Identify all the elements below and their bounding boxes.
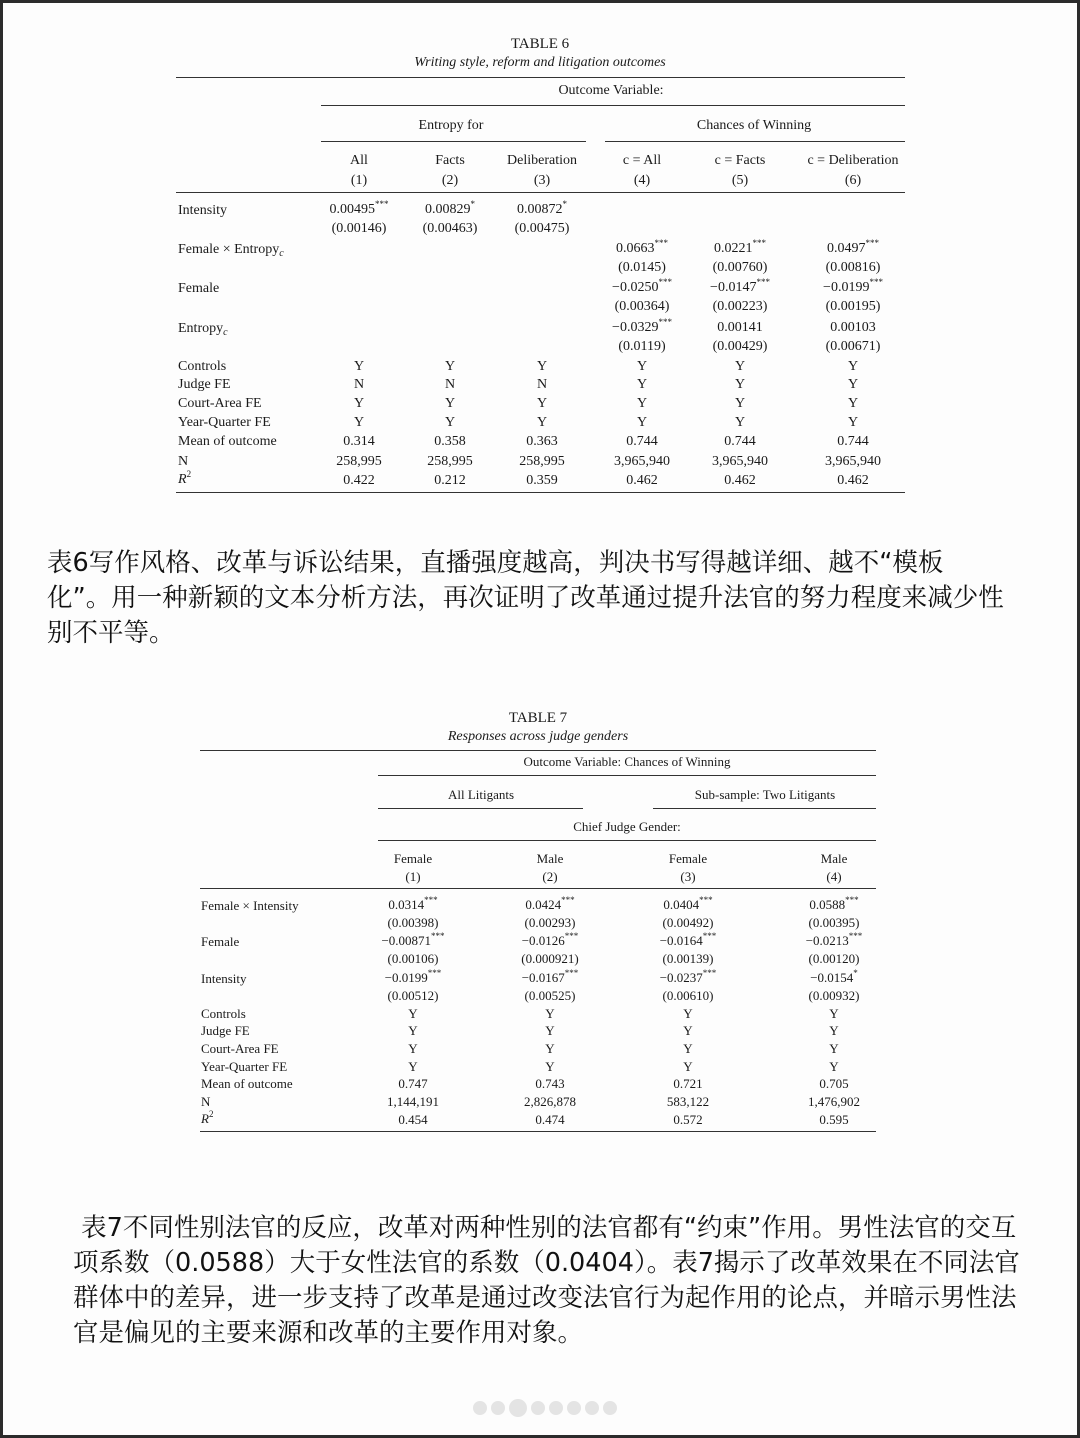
column-header-name-text: All: [350, 153, 368, 168]
stat-value: Y: [847, 396, 859, 411]
column-header-name-text: Female: [668, 851, 708, 866]
stat-value: Y: [536, 359, 548, 374]
std-error-value: (0.00512): [387, 988, 439, 1003]
significance-stars: ***: [756, 277, 770, 287]
coefficient-cell: [663, 895, 713, 912]
page: [3, 3, 1077, 1435]
stat-row-label: [201, 1042, 279, 1055]
column-header-number-text: (6): [844, 173, 862, 188]
coefficient-value: −0.0329: [612, 320, 659, 335]
r-squared-value: 0.422: [343, 473, 375, 488]
column-header-name-text: c = Facts: [714, 153, 766, 168]
r-squared-value: 0.462: [724, 473, 756, 488]
stat-cell: [545, 1007, 554, 1020]
stat-value: Y: [444, 359, 456, 374]
table-7-outcome-label: Outcome Variable: Chances of Winning: [523, 754, 731, 769]
column-header-number-text: (5): [731, 173, 749, 188]
significance-stars: ***: [564, 968, 579, 978]
stat-value: Y: [829, 1023, 839, 1038]
significance-stars: *: [562, 199, 567, 209]
coefficient-value: −0.0167: [521, 970, 565, 985]
stat-cell: [387, 1095, 439, 1108]
page-dot: [585, 1401, 599, 1415]
coefficient-value: −0.0237: [659, 970, 703, 985]
std-error-cell: [388, 916, 439, 929]
coefficient-value: 0.00872: [517, 202, 563, 217]
std-error-value: (0.000921): [521, 951, 579, 966]
std-error-cell: [388, 989, 439, 1002]
stat-row-label: [201, 1077, 293, 1090]
table-7-outcome-rule: [378, 775, 876, 776]
r-squared-superscript: 2: [208, 1109, 214, 1119]
stat-value: Y: [734, 396, 746, 411]
r-squared-superscript: 2: [186, 469, 192, 479]
significance-stars: ***: [752, 238, 766, 248]
page-dot: [509, 1399, 527, 1417]
stat-value: Y: [734, 359, 746, 374]
stat-value: Y: [683, 1006, 693, 1021]
stat-value: 0.747: [398, 1076, 428, 1091]
column-header-number-text: (2): [441, 173, 459, 188]
stat-value: Y: [683, 1059, 693, 1074]
page-dot: [549, 1401, 563, 1415]
std-error-cell: [525, 916, 576, 929]
coefficient-value: 0.00495: [329, 202, 375, 217]
column-header-number-text: (4): [826, 869, 842, 884]
table-6-title: TABLE 6: [510, 36, 570, 52]
column-header-number-text: (3): [533, 173, 551, 188]
stat-value: Y: [444, 396, 456, 411]
table-6-group-winning: Chances of Winning: [696, 118, 812, 133]
stat-value: Y: [636, 359, 648, 374]
stat-cell: [819, 1077, 848, 1090]
stat-cell: [683, 1007, 692, 1020]
column-header-number: [826, 870, 841, 883]
stat-cell: [408, 1060, 417, 1073]
page-dot: [531, 1401, 545, 1415]
coefficient-cell: [809, 895, 859, 912]
stat-cell: [829, 1024, 838, 1037]
std-error-value: (0.00120): [808, 951, 860, 966]
stat-value: Y: [636, 396, 648, 411]
row-label-text: Entropy: [178, 321, 224, 336]
stat-row-label-text: Year-Quarter FE: [201, 1059, 288, 1074]
stat-row-label-text: Controls: [178, 359, 227, 374]
r-squared-value: 0.359: [526, 473, 558, 488]
stat-cell: [545, 1060, 554, 1073]
significance-stars: ***: [431, 931, 445, 941]
std-error-value: (0.0119): [618, 339, 666, 354]
stat-value: 0.743: [535, 1076, 565, 1091]
column-header-name-text: c = Deliberation: [807, 153, 899, 168]
stat-value: Y: [847, 415, 859, 430]
std-error-cell: [809, 989, 860, 1002]
paragraph-2: 表7不同性别法官的反应，改革对两种性别的法官都有“约束”作用。男性法官的交互项系数（0.0588）大于女性法官的系数（0.0404）。表7揭示了改革效果在不同法官群体中的差异，进一步支持了改革是通过改变法官行为起作用的论点，并暗示男性法官是偏见的主要来源和改革的主要作用对象。: [73, 1213, 1020, 1348]
std-error-value: (0.00525): [524, 988, 576, 1003]
stat-value: N: [536, 377, 548, 392]
stat-cell: [683, 1060, 692, 1073]
std-error-value: (0.00195): [825, 299, 881, 314]
page-dot: [473, 1401, 487, 1415]
std-error-cell: [388, 952, 439, 965]
std-error-cell: [525, 989, 576, 1002]
significance-stars: ***: [375, 199, 389, 209]
std-error-value: (0.00463): [422, 221, 478, 236]
stat-value: Y: [408, 1006, 418, 1021]
coefficient-cell: [381, 931, 445, 948]
stat-cell: [829, 1042, 838, 1055]
coefficient-cell: [521, 968, 579, 985]
table-7-group2-rule: [653, 808, 876, 809]
stat-value: 1,476,902: [808, 1094, 860, 1109]
std-error-value: (0.0145): [618, 260, 666, 275]
stat-value: Y: [536, 415, 548, 430]
std-error-value: (0.00293): [524, 915, 576, 930]
stat-cell: [683, 1042, 692, 1055]
stat-value: Y: [545, 1041, 555, 1056]
table-7-header-rule: [200, 888, 876, 889]
significance-stars: ***: [564, 931, 579, 941]
row-label-text: Female × Intensity: [201, 898, 299, 913]
stat-value: 3,965,940: [614, 454, 670, 469]
std-error-value: (0.00671): [825, 339, 881, 354]
std-error-value: (0.00429): [712, 339, 768, 354]
coefficient-value: −0.0154: [810, 970, 854, 985]
coefficient-value: −0.0199: [823, 280, 870, 295]
row-label-text: Female: [178, 281, 220, 296]
coefficient-cell: [525, 895, 575, 912]
stat-value: Y: [683, 1041, 693, 1056]
stat-value: Y: [636, 377, 648, 392]
stat-cell: [673, 1077, 702, 1090]
significance-stars: ***: [658, 317, 672, 327]
stat-value: 3,965,940: [712, 454, 768, 469]
column-header-name-text: c = All: [622, 153, 662, 168]
stat-value: 0.705: [819, 1076, 849, 1091]
stat-value: 0.721: [673, 1076, 703, 1091]
column-header-name: [821, 852, 848, 865]
stat-value: 258,995: [427, 454, 473, 469]
table-7-chief-rule: [378, 840, 876, 841]
stat-value: Y: [545, 1023, 555, 1038]
significance-stars: *: [853, 968, 858, 978]
std-error-value: (0.00398): [387, 915, 439, 930]
stat-value: Y: [734, 377, 746, 392]
stat-value: 583,122: [666, 1094, 710, 1109]
table-7-bottom-rule: [200, 1131, 876, 1132]
stat-value: Y: [829, 1006, 839, 1021]
page-indicator: [473, 1401, 617, 1417]
table-7-chief-label: Chief Judge Gender:: [573, 819, 681, 834]
table-7-subtitle: Responses across judge genders: [447, 729, 629, 744]
std-error-cell: [809, 952, 860, 965]
std-error-value: (0.00475): [514, 221, 570, 236]
column-header-name-text: Male: [820, 851, 848, 866]
coefficient-value: −0.0250: [612, 280, 659, 295]
r-squared-letter: R: [178, 472, 187, 487]
row-label-text: Female: [201, 934, 240, 949]
std-error-cell: [663, 952, 714, 965]
row-label: [201, 899, 299, 912]
coefficient-value: 0.00141: [717, 320, 763, 335]
stat-cell: [829, 1060, 838, 1073]
column-header-name-text: Facts: [435, 153, 465, 168]
std-error-value: (0.00492): [662, 915, 714, 930]
row-label-text: Intensity: [201, 971, 247, 986]
stat-cell: [398, 1077, 427, 1090]
row-label-text: Intensity: [178, 203, 227, 218]
table-6-outcome-label: Outcome Variable:: [558, 83, 664, 98]
coefficient-value: 0.00103: [830, 320, 876, 335]
coefficient-value: −0.0199: [384, 970, 428, 985]
r-squared-cell: [398, 1113, 427, 1126]
coefficient-value: 0.0404: [663, 897, 700, 912]
coefficient-value: 0.0663: [616, 241, 655, 256]
stat-value: 2,826,878: [524, 1094, 576, 1109]
stat-value: Y: [636, 415, 648, 430]
r-squared-value: 0.595: [819, 1112, 849, 1127]
stat-value: 0.744: [837, 434, 869, 449]
row-label: [201, 972, 247, 985]
r-squared-cell: [673, 1113, 702, 1126]
stat-value: Y: [408, 1059, 418, 1074]
stat-cell: [545, 1042, 554, 1055]
column-header-number: [405, 870, 420, 883]
significance-stars: ***: [699, 895, 713, 905]
page-dot: [567, 1401, 581, 1415]
column-header-number-text: (1): [405, 869, 421, 884]
stat-value: Y: [408, 1023, 418, 1038]
stat-value: Y: [829, 1059, 839, 1074]
stat-row-label-text: Court-Area FE: [178, 396, 262, 411]
stat-value: Y: [829, 1041, 839, 1056]
table-7-group1-rule: [378, 808, 583, 809]
r-squared-label: [201, 1109, 214, 1126]
stat-value: Y: [847, 359, 859, 374]
paragraph-1: 表6写作风格、改革与诉讼结果，直播强度越高，判决书写得越详细、越不“模板化”。用一种新颖的文本分析方法，再次证明了改革通过提升法官的努力程度来减少性别不平等。: [47, 548, 1004, 648]
stat-cell: [683, 1024, 692, 1037]
coefficient-value: −0.0147: [710, 280, 757, 295]
stat-value: Y: [353, 359, 365, 374]
coefficient-cell: [659, 931, 717, 948]
std-error-value: (0.00223): [712, 299, 768, 314]
std-error-cell: [663, 989, 714, 1002]
stat-value: Y: [734, 415, 746, 430]
stat-cell: [545, 1024, 554, 1037]
column-header-name-text: Deliberation: [507, 153, 577, 168]
table-7: [3, 3, 1077, 1203]
significance-stars: *: [470, 199, 475, 209]
std-error-value: (0.00932): [808, 988, 860, 1003]
std-error-value: (0.00146): [331, 221, 387, 236]
stat-value: 0.314: [343, 434, 375, 449]
stat-cell: [535, 1077, 564, 1090]
page-dot: [603, 1401, 617, 1415]
column-header-name-text: Female: [393, 851, 433, 866]
significance-stars: ***: [654, 238, 668, 248]
stat-value: 0.363: [526, 434, 558, 449]
stat-value: Y: [536, 396, 548, 411]
column-header-number-text: (4): [633, 173, 651, 188]
stat-row-label-text: Mean of outcome: [201, 1076, 293, 1091]
coefficient-cell: [805, 931, 863, 948]
stat-row-label: [201, 1095, 210, 1108]
stat-cell: [667, 1095, 709, 1108]
stat-value: Y: [408, 1041, 418, 1056]
stat-value: 3,965,940: [825, 454, 881, 469]
stat-row-label: [201, 1060, 287, 1073]
std-error-cell: [663, 916, 714, 929]
column-header-number-text: (3): [680, 869, 696, 884]
stat-value: Y: [353, 396, 365, 411]
row-label-text: Female × Entropy: [178, 242, 280, 257]
stat-row-label-text: Judge FE: [201, 1023, 250, 1038]
table-7-group-two: Sub-sample: Two Litigants: [694, 787, 836, 802]
r-squared-value: 0.474: [535, 1112, 565, 1127]
coefficient-value: −0.00871: [381, 933, 432, 948]
stat-cell: [408, 1024, 417, 1037]
significance-stars: ***: [869, 277, 883, 287]
stat-row-label: [201, 1007, 246, 1020]
coefficient-value: 0.0424: [525, 897, 562, 912]
stat-value: 1,144,191: [387, 1094, 439, 1109]
coefficient-value: −0.0164: [659, 933, 703, 948]
stat-value: 258,995: [519, 454, 565, 469]
significance-stars: ***: [561, 895, 575, 905]
std-error-value: (0.00395): [808, 915, 860, 930]
stat-value: Y: [545, 1006, 555, 1021]
r-squared-value: 0.454: [398, 1112, 428, 1127]
r-squared-value: 0.462: [837, 473, 869, 488]
r-squared-value: 0.212: [434, 473, 466, 488]
std-error-value: (0.00106): [387, 951, 439, 966]
significance-stars: ***: [658, 277, 672, 287]
row-label-subscript: c: [279, 248, 284, 259]
table-7-top-rule: [200, 750, 876, 751]
coefficient-cell: [521, 931, 579, 948]
column-header-number-text: (2): [542, 869, 558, 884]
column-header-name-text: Male: [536, 851, 564, 866]
stat-row-label-text: N: [201, 1094, 211, 1109]
std-error-value: (0.00816): [825, 260, 881, 275]
stat-row-label-text: N: [178, 454, 189, 469]
table-6-subtitle: Writing style, reform and litigation outcomes: [414, 55, 666, 70]
stat-cell: [408, 1007, 417, 1020]
stat-row-label-text: Year-Quarter FE: [178, 415, 271, 430]
coefficient-cell: [384, 968, 442, 985]
r-squared-value: 0.462: [626, 473, 658, 488]
std-error-value: (0.00364): [614, 299, 670, 314]
column-header-name: [537, 852, 564, 865]
stat-value: N: [444, 377, 456, 392]
column-header-name: [669, 852, 707, 865]
significance-stars: ***: [845, 895, 859, 905]
significance-stars: ***: [848, 931, 863, 941]
std-error-value: (0.00139): [662, 951, 714, 966]
column-header-number: [542, 870, 557, 883]
std-error-cell: [809, 916, 860, 929]
stat-row-label-text: Mean of outcome: [178, 434, 277, 449]
stat-value: Y: [444, 415, 456, 430]
coefficient-cell: [659, 968, 717, 985]
table-7-group-all: All Litigants: [447, 787, 515, 802]
stat-value: Y: [545, 1059, 555, 1074]
stat-cell: [408, 1042, 417, 1055]
stat-cell: [524, 1095, 576, 1108]
r-squared-value: 0.572: [673, 1112, 703, 1127]
significance-stars: ***: [702, 931, 717, 941]
stat-value: 0.358: [434, 434, 466, 449]
coefficient-value: 0.0588: [809, 897, 846, 912]
stat-value: Y: [353, 415, 365, 430]
stat-value: Y: [847, 377, 859, 392]
stat-value: N: [353, 377, 365, 392]
stat-row-label-text: Judge FE: [178, 377, 231, 392]
r-squared-cell: [819, 1113, 848, 1126]
coefficient-cell: [810, 968, 858, 985]
std-error-value: (0.00760): [712, 260, 768, 275]
stat-value: 258,995: [336, 454, 382, 469]
significance-stars: ***: [865, 238, 879, 248]
column-header-number-text: (1): [350, 173, 368, 188]
stat-row-label-text: Controls: [201, 1006, 246, 1021]
column-header-number: [680, 870, 695, 883]
stat-row-label-text: Court-Area FE: [201, 1041, 279, 1056]
coefficient-value: −0.0126: [521, 933, 565, 948]
std-error-value: (0.00610): [662, 988, 714, 1003]
table-7-title: TABLE 7: [508, 710, 568, 726]
std-error-cell: [521, 952, 578, 965]
r-squared-letter: R: [201, 1111, 209, 1126]
stat-cell: [829, 1007, 838, 1020]
coefficient-value: −0.0213: [805, 933, 849, 948]
coefficient-value: 0.00829: [425, 202, 471, 217]
stat-value: 0.744: [724, 434, 756, 449]
column-header-name: [394, 852, 432, 865]
coefficient-cell: [388, 895, 438, 912]
row-label: [201, 935, 239, 948]
significance-stars: ***: [702, 968, 717, 978]
coefficient-value: 0.0497: [827, 241, 866, 256]
stat-value: 0.744: [626, 434, 658, 449]
page-dot: [491, 1401, 505, 1415]
row-label-subscript: c: [223, 327, 228, 338]
r-squared-cell: [535, 1113, 564, 1126]
stat-cell: [808, 1095, 860, 1108]
table-6-group-entropy: Entropy for: [418, 118, 484, 133]
coefficient-value: 0.0221: [714, 241, 753, 256]
significance-stars: ***: [427, 968, 442, 978]
stat-value: Y: [683, 1023, 693, 1038]
stat-row-label: [201, 1024, 250, 1037]
coefficient-value: 0.0314: [388, 897, 425, 912]
significance-stars: ***: [424, 895, 438, 905]
